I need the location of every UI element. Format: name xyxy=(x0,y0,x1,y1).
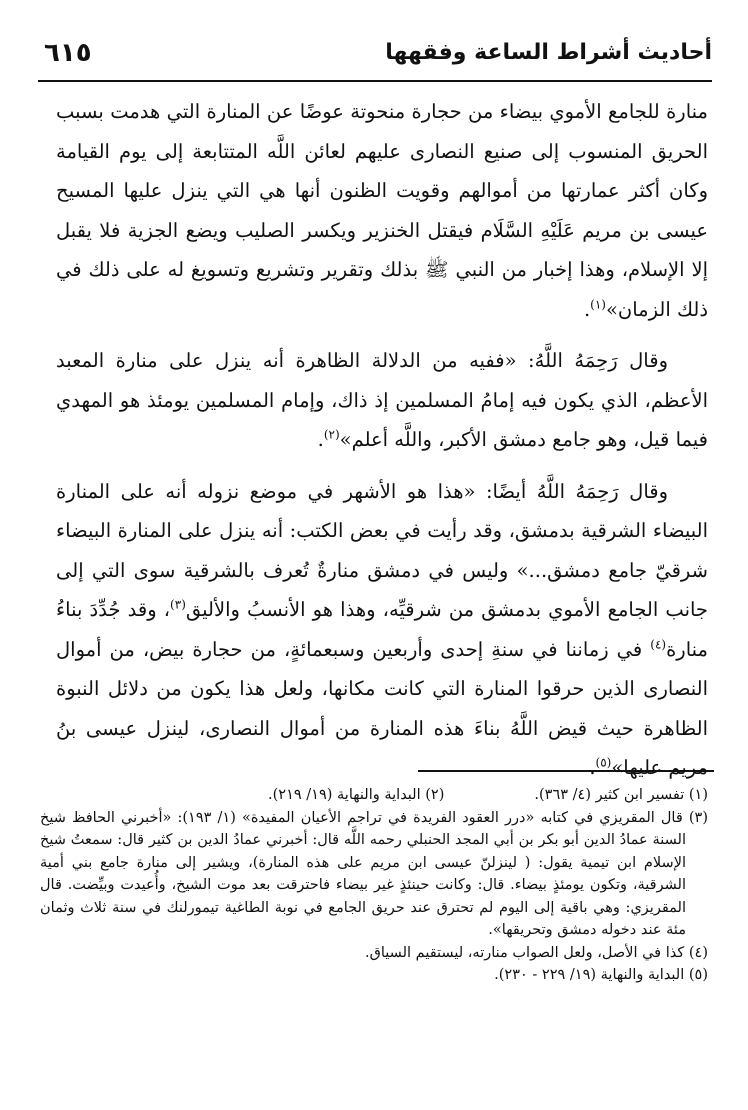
footnote-rule xyxy=(418,770,714,772)
footnote-ref-2: (٢) xyxy=(323,427,340,442)
footnote-ref-4: (٤) xyxy=(650,637,667,651)
footnote-2: (٢) البداية والنهاية (١٩/ ٢١٩). xyxy=(268,787,445,803)
footnote-3: (٣) قال المقريزي في كتابه «درر العقود الفريدة في تراجم الأعيان المفيدة» (١/ ١٩٣): «أخبرني الحافظ شيخ السنة عمادُ الدين أبو بكر بن أبي المجد الحنبلي رحمه اللَّه قال: أخبرني عمادُ الدين بن كثير قال: سمعتُ شيخ الإسلام ابن تيمية يقول: ( لينزلنّ عيسى ابن مريم على هذه المنارة)، ويشير إلى منارة جامع بني أمية الشرقية، وتكون يومئذٍ بيضاء. قال: وكانت حينئذٍ غير بيضاء فاحترقت بعد موت الشيخ، وأُعيدت وبيِّضت. قال المقريزي: وهي باقية إلى اليوم لم تحترق عند حريق الجامع في نوبة الطاغية تيمورلنك في سنة ثلاث وثمان مئة عند دخوله دمشق وتحريقها». xyxy=(40,809,708,938)
footnote-ref-3: (٣) xyxy=(170,597,186,612)
paragraph-2 xyxy=(56,341,708,460)
footnote-5: (٥) البداية والنهاية (١٩/ ٢٢٩ - ٢٣٠). xyxy=(494,967,708,983)
paragraph-2-end: . xyxy=(317,428,324,451)
paragraph-3-end: . xyxy=(589,756,596,779)
footnote-4: (٤) كذا في الأصل، ولعل الصواب منارته، ليستقيم السياق. xyxy=(365,944,708,961)
page-header xyxy=(38,38,712,78)
paragraph-3 xyxy=(56,472,708,788)
main-text xyxy=(56,92,708,800)
page-number: ٦١٥ xyxy=(44,38,92,68)
paragraph-1 xyxy=(56,92,708,329)
footnote-1: (١) تفسير ابن كثير (٤/ ٣٦٣). xyxy=(534,787,708,803)
paragraph-3-text-c: في زماننا في سنةِ إحدى وأربعين وسبعمائةٍ، من حجارة بيض، من أموال النصارى الذين حرقوا المنارة التي كانت مكانها، ولعل هذا يكون من دلائل النبوة الظاهرة حيث قيض اللَّهُ بناءَ هذه المنارة من أموال النصارى، لينزل عيسى بنُ مريم عليها» xyxy=(56,637,708,779)
footnote-ref-1: (١) xyxy=(590,297,606,311)
paragraph-1-end: . xyxy=(583,297,591,321)
paragraph-3-text-b: ، وقد جُدِّدَ بناءُ منارة xyxy=(56,598,708,661)
footnote-ref-5: (٥) xyxy=(595,755,612,770)
paragraph-3-text-a: وقال رَحِمَهُ اللَّهُ أيضًا: «هذا هو الأشهر في موضع نزوله أنه على المنارة البيضاء الشرقية بدمشق، وقد رأيت في بعض الكتب: أنه ينزل على المنارة البيضاء شرقيّ جامع دمشق...» وليس في دمشق منارةٌ تُعرف بالشرقية سوى التي إلى جانب الجامع الأموي بدمشق من شرقيِّه، وهذا هو الأنسبُ والأليق xyxy=(56,479,708,621)
paragraph-2-text: وقال رَحِمَهُ اللَّهُ: «ففيه من الدلالة الظاهرة أنه ينزل على منارة المعبد الأعظم، الذي يكون فيه إمامُ المسلمين إذ ذاك، وإمام المسلمين يومئذ هو المهدي فيما قيل، وهو جامع دمشق الأكبر، واللَّه أعلم» xyxy=(56,349,708,451)
header-rule xyxy=(38,80,712,82)
paragraph-1-text: منارة للجامع الأموي بيضاء من حجارة منحوتة عوضًا عن المنارة التي هدمت بسبب الحريق المنسوب إلى صنيع النصارى عليهم لعائن اللَّه المتتابعة إلى يوم القيامة وكان أكثر عمارتها من أموالهم وقويت الظنون أنها هي التي ينزل عليها المسيح عيسى بن مريم عَلَيْهِ السَّلَام فيقتل الخنزير ويكسر الصليب ويضع الجزية فلا يقبل إلا الإسلام، وهذا إخبار من النبي ﷺ بذلك وتقرير وتشريع وتسويغ له على ذلك في ذلك الزمان» xyxy=(56,100,708,321)
footnotes xyxy=(40,784,708,987)
footnote-row-1-2 xyxy=(40,784,708,807)
running-title: أحاديث أشراط الساعة وفقهها xyxy=(385,40,712,65)
